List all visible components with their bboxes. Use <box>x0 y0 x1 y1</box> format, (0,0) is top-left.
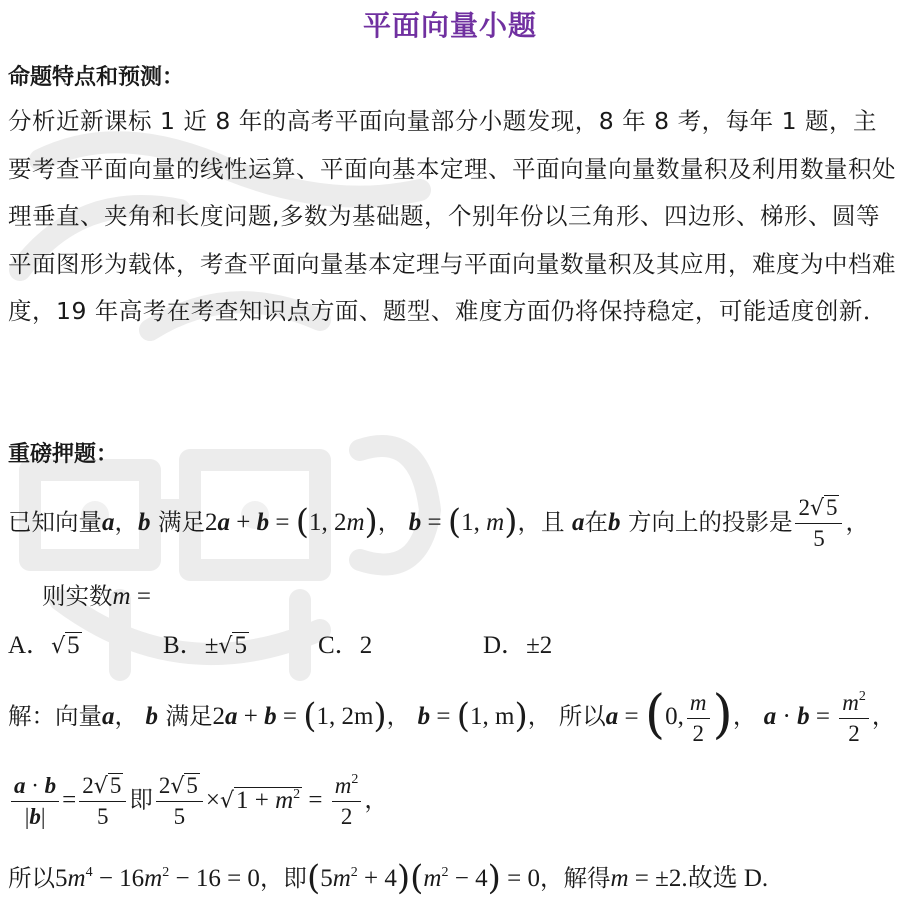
option-c[interactable] <box>318 625 372 661</box>
solution-line1 <box>8 685 895 747</box>
equation-2: b = (1, m) <box>417 696 528 736</box>
solution-text: 所以 <box>8 864 55 892</box>
option-value: 5 <box>67 632 80 659</box>
vector-b: b <box>145 703 158 730</box>
section-heading-problem: 重磅押题： <box>8 442 119 467</box>
problem-statement-line2 <box>42 577 151 611</box>
solution-line3 <box>8 858 768 898</box>
solution-line2: $\frac{a \cdot b}{|b|}$ = $\frac{2√5}{5}$ 即 $\frac{2√5}{5}$ $\times√1 + m^2$ = $\frac{m^2}{2}$ ， <box>8 772 388 830</box>
final-result: m = ±2 <box>610 865 682 892</box>
equals-sign: = <box>130 583 151 610</box>
option-value: ±2 <box>526 632 553 659</box>
prediction-paragraph: 分析近新课标 1 近 8 年的高考平面向量部分小题发现，8 年 8 考，每年 1 题，主要考查平面向量的线性运算、平面向基本定理、平面向量向量数量积及利用数量积处理垂直、夹角和长度问题,多数为基础题，个别年份以三角形、四边形、梯形、圆等平面图形为载体，考查平面向量基本定理与平面向量数量积及其应用，难度为中档难度，19 年高考在考查知识点方面、题型、难度方面仍将保持稳定，可能适度创新． <box>8 107 896 325</box>
page-title: 平面向量小题 <box>362 9 537 42</box>
punct: ， <box>114 508 138 536</box>
solution-text: ，即 <box>259 864 307 892</box>
punct: ， <box>386 702 411 730</box>
vector-b: b <box>607 509 621 536</box>
vector-b: b <box>138 509 151 536</box>
punct: ， <box>527 702 552 730</box>
option-value: 5 <box>234 632 247 659</box>
problem-text: 满足 <box>157 508 205 536</box>
times-sign: × <box>205 786 220 814</box>
sqrt-expression: $1 + m^2$ <box>235 786 301 814</box>
punct: ， <box>732 702 757 730</box>
equation-1: 2a + b = (1, 2m) <box>212 696 387 736</box>
punct: ， <box>845 508 869 536</box>
solution-text: 所以 <box>558 702 606 730</box>
option-label: D． <box>483 632 527 659</box>
punct: ， <box>377 508 402 536</box>
option-b[interactable] <box>163 625 249 661</box>
projection-fraction: $\frac{2√5}{5}$ <box>795 495 842 552</box>
problem-text: 方向上的投影是 <box>627 508 793 536</box>
problem-text: 在 <box>584 508 608 536</box>
m-squared-over-2: $\frac{m^2}{2}$ <box>332 772 362 830</box>
solution-text: 解：向量 <box>8 702 102 730</box>
problem-text: ，且 <box>517 508 565 536</box>
projection-fraction: $\frac{2√5}{5}$ <box>79 773 126 830</box>
equation-1: 2a + b = (1, 2m) <box>204 502 378 542</box>
vector-a: a <box>102 509 115 536</box>
equation-2: b = (1, m) <box>408 502 518 542</box>
answer-conclusion: .故选 D. <box>681 865 769 892</box>
problem-text: 已知向量 <box>8 508 102 536</box>
sqrt-icon: √ <box>219 788 234 814</box>
projection-formula: $\frac{a \cdot b}{|b|}$ <box>11 773 59 830</box>
option-d[interactable] <box>483 625 552 661</box>
factored-equation: $(5m^2 + 4)(m^2 - 4) = 0$ <box>306 858 540 898</box>
problem-text: 则实数 <box>42 582 113 610</box>
option-label: C． <box>318 632 360 659</box>
option-value: 2 <box>359 632 373 659</box>
punct: ， <box>114 702 138 730</box>
section-heading-prediction: 命题特点和预测： <box>8 65 185 90</box>
vector-a: a <box>571 509 585 536</box>
option-label: A． <box>8 632 52 659</box>
vector-a-result: a = (0, $\frac{m}{2}$ ) <box>605 685 733 746</box>
problem-statement-line1 <box>8 495 869 552</box>
vector-a: a <box>102 703 115 730</box>
option-a[interactable] <box>8 625 82 661</box>
sqrt-icon: √ <box>51 634 66 659</box>
punct: ， <box>364 785 388 814</box>
punct: ， <box>871 702 896 730</box>
solution-text: ，解得 <box>539 864 611 892</box>
projection-fraction: $\frac{2√5}{5}$ <box>156 773 203 830</box>
dot-product-result: a · b = $\frac{m^2}{2}$ <box>764 703 872 730</box>
sqrt-icon: √ <box>218 634 233 659</box>
solution-text: 即 <box>129 785 153 814</box>
variable-m: m <box>112 583 131 610</box>
option-prefix: ± <box>204 632 219 659</box>
solution-text: 满足 <box>165 702 213 730</box>
quartic-equation: $5m^4 - 16m^2 - 16 = 0$ <box>55 865 260 892</box>
option-label: B． <box>163 632 205 659</box>
